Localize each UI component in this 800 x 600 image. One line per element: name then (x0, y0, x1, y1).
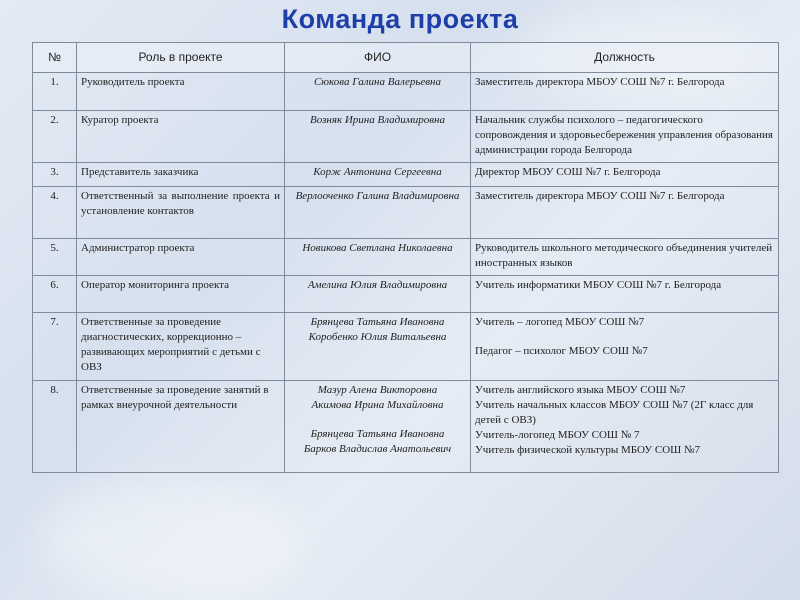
fio-cell (285, 187, 471, 239)
row-number: 4. (33, 187, 77, 239)
position-cell (471, 239, 779, 276)
position-text: Заместитель директора МБОУ СОШ №7 г. Белгорода (475, 76, 725, 88)
position-text: Педагог – психолог МБОУ СОШ №7 (475, 345, 648, 357)
row-number: 2. (33, 111, 77, 163)
position-cell (471, 73, 779, 111)
page-title: Команда проекта (281, 4, 519, 34)
position-cell (471, 313, 779, 381)
role-cell: Ответственный за выполнение проекта и установление контактов (77, 187, 285, 239)
person-name: Верлооченко Галина Владимировна (295, 190, 460, 202)
row-number: 7. (33, 313, 77, 381)
table-header-row (33, 43, 779, 73)
header-role: Роль в проекте (77, 43, 285, 73)
role-cell: Куратор проекта (77, 111, 285, 163)
position-text: Учитель-логопед МБОУ СОШ № 7 (475, 429, 640, 441)
position-text: Директор МБОУ СОШ №7 г. Белгорода (475, 166, 661, 178)
spacer (289, 413, 466, 427)
role-cell: Руководитель проекта (77, 73, 285, 111)
person-name: Сюкова Галина Валерьевна (313, 76, 442, 88)
fio-cell (285, 276, 471, 313)
position-text: Начальник службы психолого – педагогического сопровождения и здоровьесбережения управления образования администрации города Белгорода (475, 114, 773, 156)
position-text: Учитель информатики МБОУ СОШ №7 г. Белгорода (475, 279, 722, 291)
table-row (33, 276, 779, 313)
position-text: Учитель – логопед МБОУ СОШ №7 (475, 316, 645, 328)
position-cell (471, 276, 779, 313)
row-number: 3. (33, 163, 77, 187)
position-cell (471, 111, 779, 163)
row-number: 8. (33, 381, 77, 473)
header-num: № (33, 43, 77, 73)
row-number: 6. (33, 276, 77, 313)
header-position: Должность (471, 43, 779, 73)
role-cell: Администратор проекта (77, 239, 285, 276)
table-row (33, 163, 779, 187)
position-cell (471, 163, 779, 187)
fio-cell (285, 313, 471, 381)
role-cell: Ответственные за проведение диагностических, коррекционно – развивающих мероприятий с детьми с ОВЗ (77, 313, 285, 381)
team-table (32, 42, 779, 473)
person-name: Акимова Ирина Михайловна (311, 399, 444, 411)
position-text: Учитель физической культуры МБОУ СОШ №7 (475, 444, 700, 456)
table-row (33, 187, 779, 239)
fio-cell (285, 111, 471, 163)
person-name: Возняк Ирина Владимировна (310, 114, 445, 126)
position-text: Руководитель школьного методического объединения учителей иностранных языков (475, 242, 773, 269)
position-cell (471, 381, 779, 473)
fio-cell (285, 163, 471, 187)
background-texture (40, 480, 300, 600)
position-text: Учитель начальных классов МБОУ СОШ №7 (2Г класс для детей с ОВЗ) (475, 399, 754, 426)
row-number: 5. (33, 239, 77, 276)
spacer (475, 330, 774, 344)
table-row (33, 239, 779, 276)
person-name: Коробенко Юлия Витальевна (308, 331, 447, 343)
role-cell: Представитель заказчика (77, 163, 285, 187)
person-name: Брянцева Татьяна Ивановна (310, 316, 445, 328)
table-row (33, 381, 779, 473)
person-name: Корж Антонина Сергеевна (313, 166, 442, 178)
fio-cell (285, 381, 471, 473)
position-cell (471, 187, 779, 239)
table-row (33, 73, 779, 111)
fio-cell (285, 239, 471, 276)
person-name: Барков Владислав Анатольевич (303, 443, 452, 455)
person-name: Новикова Светлана Николаевна (302, 242, 453, 254)
header-fio: ФИО (285, 43, 471, 73)
row-number: 1. (33, 73, 77, 111)
role-cell: Оператор мониторинга проекта (77, 276, 285, 313)
role-cell: Ответственные за проведение занятий в рамках внеурочной деятельности (77, 381, 285, 473)
table-row (33, 313, 779, 381)
person-name: Брянцева Татьяна Ивановна (310, 428, 445, 440)
position-text: Заместитель директора МБОУ СОШ №7 г. Белгорода (475, 190, 725, 202)
position-text: Учитель английского языка МБОУ СОШ №7 (475, 384, 686, 396)
person-name: Мазур Алена Викторовна (317, 384, 438, 396)
person-name: Амелина Юлия Владимировна (307, 279, 448, 291)
fio-cell (285, 73, 471, 111)
table-row (33, 111, 779, 163)
